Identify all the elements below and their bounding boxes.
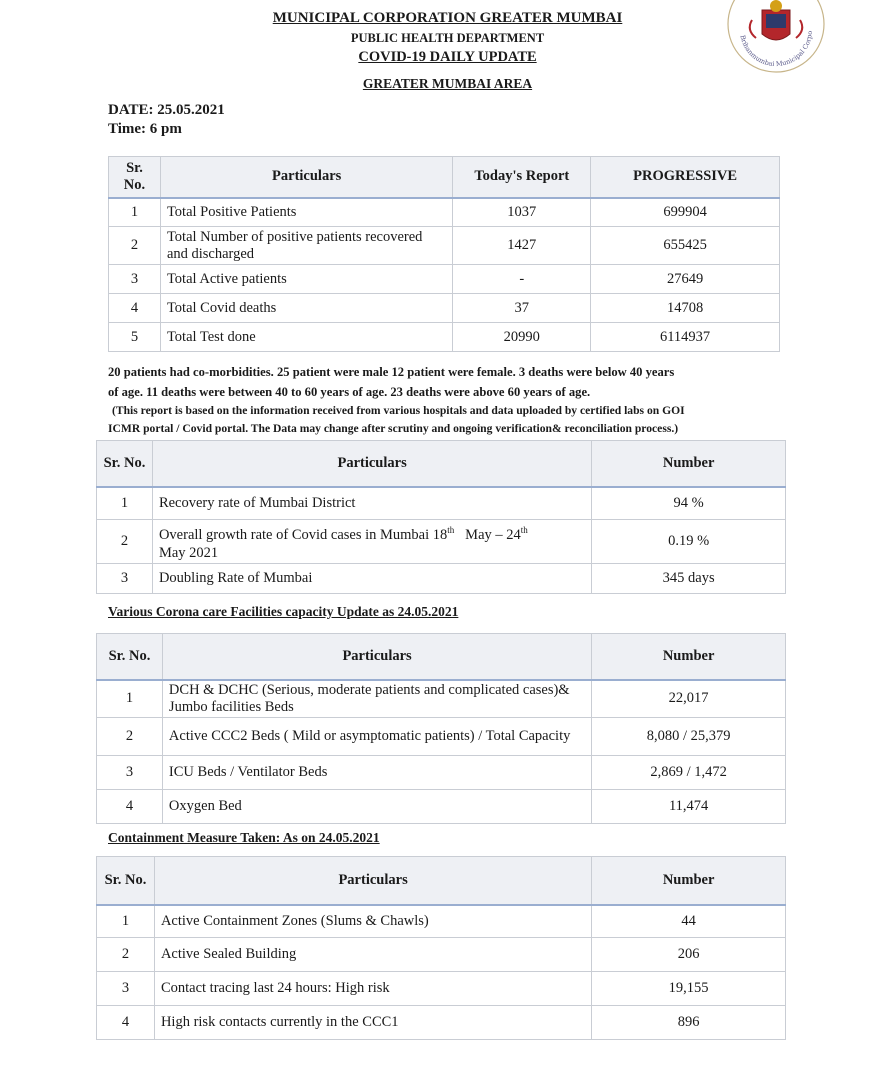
sr-no: 3 — [97, 972, 155, 1006]
particulars: Total Number of positive patients recovered and discharged — [160, 227, 452, 265]
sr-no: 2 — [97, 938, 155, 972]
containment-heading: Containment Measure Taken: As on 24.05.2021 — [108, 830, 380, 845]
particulars: Total Test done — [160, 323, 452, 352]
sr-no: 3 — [109, 265, 161, 294]
particulars: Total Active patients — [160, 265, 452, 294]
today-value: 37 — [453, 294, 591, 323]
report-date: DATE: 25.05.2021 — [108, 102, 225, 118]
rates-table — [96, 440, 786, 594]
table-row — [109, 198, 780, 227]
sr-no: 1 — [97, 680, 163, 718]
col-sr-no: Sr. No. — [97, 441, 153, 487]
table-row — [97, 790, 786, 824]
label-part: May 2021 — [158, 544, 219, 561]
label-part: Overall growth rate of Covid cases in Mumbai 18 — [158, 526, 448, 543]
svg-text:Brihanmumbai Municipal Corpora: Brihanmumbai Municipal Corpo — [738, 30, 815, 69]
number-value: 2,869 / 1,472 — [592, 756, 786, 790]
number-value: 0.19 % — [592, 520, 786, 564]
superscript: th — [520, 525, 528, 536]
number-value: 94 % — [592, 487, 786, 520]
sr-no: 4 — [109, 294, 161, 323]
progressive-value: 14708 — [591, 294, 780, 323]
label-part: May – 24 — [454, 526, 521, 543]
sr-no: 2 — [97, 718, 163, 756]
sr-no: 4 — [97, 790, 163, 824]
col-number: Number — [592, 441, 786, 487]
progressive-value: 6114937 — [591, 323, 780, 352]
disclaimer-note — [108, 402, 788, 437]
col-sr-no: Sr. No. — [97, 857, 155, 905]
col-number: Number — [592, 634, 786, 680]
org-title: MUNICIPAL CORPORATION GREATER MUMBAI — [272, 10, 623, 26]
table-row — [109, 323, 780, 352]
table-row — [97, 1006, 786, 1040]
table-row — [97, 487, 786, 520]
report-title: COVID-19 DAILY UPDATE — [358, 49, 537, 65]
table-row — [97, 905, 786, 938]
report-time: Time: 6 pm — [108, 121, 182, 137]
sr-no: 3 — [97, 756, 163, 790]
number-value: 22,017 — [592, 680, 786, 718]
particulars: Total Positive Patients — [160, 198, 452, 227]
note-line: ICMR portal / Covid portal. The Data may change after scrutiny and ongoing verification& reconciliation process.) — [108, 421, 679, 435]
progressive-value: 655425 — [591, 227, 780, 265]
sr-no: 5 — [109, 323, 161, 352]
col-particulars: Particulars — [162, 634, 591, 680]
number-value: 206 — [592, 938, 786, 972]
sr-no: 2 — [97, 520, 153, 564]
particulars: Recovery rate of Mumbai District — [152, 487, 591, 520]
table-row — [97, 756, 786, 790]
note-line: (This report is based on the information received from various hospitals and data uploaded by certified labs on GOI — [112, 404, 685, 417]
particulars: ICU Beds / Ventilator Beds — [162, 756, 591, 790]
comorbidity-note — [108, 363, 788, 402]
area-title: GREATER MUMBAI AREA — [362, 76, 533, 91]
col-sr-no: Sr. No. — [97, 634, 163, 680]
table-row — [97, 938, 786, 972]
particulars: High risk contacts currently in the CCC1 — [154, 1006, 591, 1040]
table-header-row — [97, 857, 786, 905]
number-value: 44 — [592, 905, 786, 938]
particulars — [152, 520, 591, 564]
today-value: 1037 — [453, 198, 591, 227]
particulars: Active Sealed Building — [154, 938, 591, 972]
today-value: 20990 — [453, 323, 591, 352]
number-value: 11,474 — [592, 790, 786, 824]
col-particulars: Particulars — [154, 857, 591, 905]
col-particulars: Particulars — [152, 441, 591, 487]
particulars: Active CCC2 Beds ( Mild or asymptomatic patients) / Total Capacity — [162, 718, 591, 756]
containment-table — [96, 856, 786, 1040]
number-value: 8,080 / 25,379 — [592, 718, 786, 756]
daily-report-table — [108, 156, 780, 352]
particulars: DCH & DCHC (Serious, moderate patients and complicated cases)& Jumbo facilities Beds — [162, 680, 591, 718]
today-value: 1427 — [453, 227, 591, 265]
particulars: Doubling Rate of Mumbai — [152, 564, 591, 594]
col-number: Number — [592, 857, 786, 905]
number-value: 345 days — [592, 564, 786, 594]
table-row — [109, 265, 780, 294]
facilities-table — [96, 633, 786, 824]
table-row — [97, 520, 786, 564]
col-progressive: PROGRESSIVE — [591, 157, 780, 198]
particulars: Oxygen Bed — [162, 790, 591, 824]
sr-no: 1 — [109, 198, 161, 227]
table-header-row — [97, 441, 786, 487]
superscript: th — [447, 525, 455, 536]
sr-no: 1 — [97, 905, 155, 938]
table-header-row — [109, 157, 780, 198]
col-particulars: Particulars — [160, 157, 452, 198]
facilities-heading: Various Corona care Facilities capacity Update as 24.05.2021 — [108, 604, 459, 619]
progressive-value: 27649 — [591, 265, 780, 294]
table-header-row — [97, 634, 786, 680]
col-sr-no: Sr. No. — [109, 157, 161, 198]
sr-no: 1 — [97, 487, 153, 520]
sr-no: 2 — [109, 227, 161, 265]
sr-no: 3 — [97, 564, 153, 594]
note-line: of age. 11 deaths were between 40 to 60 years of age. 23 deaths were above 60 years of age. — [108, 384, 591, 399]
particulars: Active Containment Zones (Slums & Chawls) — [154, 905, 591, 938]
number-value: 19,155 — [592, 972, 786, 1006]
department-title: PUBLIC HEALTH DEPARTMENT — [350, 31, 545, 45]
table-row — [109, 294, 780, 323]
particulars: Total Covid deaths — [160, 294, 452, 323]
table-row — [109, 227, 780, 265]
col-today: Today's Report — [453, 157, 591, 198]
sr-no: 4 — [97, 1006, 155, 1040]
table-row — [97, 718, 786, 756]
progressive-value: 699904 — [591, 198, 780, 227]
note-line: 20 patients had co-morbidities. 25 patient were male 12 patient were female. 3 deaths were below 40 years — [108, 365, 675, 379]
table-row — [97, 972, 786, 1006]
table-row — [97, 680, 786, 718]
today-value: - — [453, 265, 591, 294]
particulars: Contact tracing last 24 hours: High risk — [154, 972, 591, 1006]
table-row — [97, 564, 786, 594]
number-value: 896 — [592, 1006, 786, 1040]
